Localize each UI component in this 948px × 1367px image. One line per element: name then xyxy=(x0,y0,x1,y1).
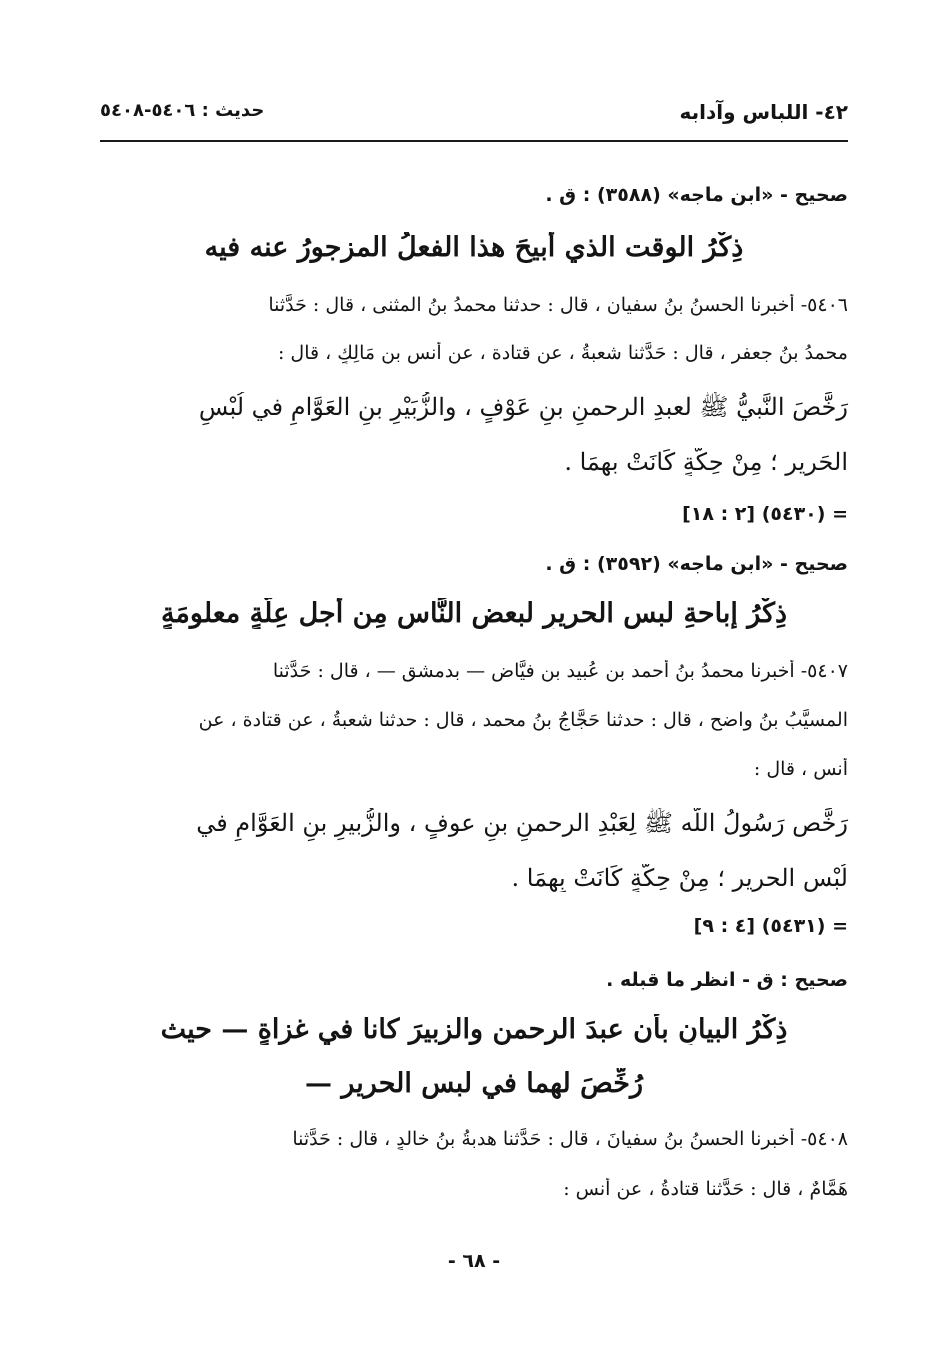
section-heading: رُخِّصَ لهما في لبسِ الحرير — xyxy=(305,1068,643,1099)
page-number: - ٦٨ - xyxy=(447,1250,501,1272)
isnad-line: ٥٤٠٧- أخبرنا محمدُ بنُ أحمد بنِ عُبيد بنِ فيَّاض — بدمشق — ، قال : حَدَّثنا xyxy=(272,660,848,682)
hadith-range: حديث : ٥٤٠٦-٥٤٠٨ xyxy=(100,100,265,121)
section-heading: ذِكْرُ البيانِ بأن عبدَ الرحمن والزبيرَ كانا في غزاةٍ — حيث xyxy=(160,1014,788,1045)
section-heading: ذِكْرُ إباحةِ لبس الحريرِ لبعضِ النَّاس مِن أجل عِلَّةٍ معلومَةٍ xyxy=(160,598,788,629)
section-heading: ذِكْرُ الوقت الذي أُبيحَ هذا الفعلُ المزجورُ عنه فيه xyxy=(204,232,744,263)
matn-line: رَخَّصَ النَّبيُّ ﷺ لعبدِ الرحمنِ بنِ عَوْفٍ ، والزُّبَيْرِ بنِ العَوَّامِ في لُبْسِ xyxy=(198,393,848,421)
matn-line: الحَريرِ ؛ مِنْ حِكَّةٍ كَانَتْ بهمَا . xyxy=(564,448,848,476)
matn-line: رَخَّص رَسُولُ اللّه ﷺ لِعَبْدِ الرحمنِ بنِ عوفٍ ، والزُّبيرِ بنِ العَوَّامِ في xyxy=(196,809,848,837)
grade-note: صحيح : ق - انظر ما قبله . xyxy=(606,969,848,991)
chapter-title: ٤٢- اللباس وآدابه xyxy=(679,100,848,124)
matn-line: لُبْسِ الحرير ؛ مِنْ حِكَّةٍ كَانَتْ بِهِمَا . xyxy=(511,864,848,892)
isnad-line: ٥٤٠٦- أخبرنا الحسنُ بنُ سفيان ، قال : حدثنا محمدُ بنُ المثنى ، قال : حَدَّثنا xyxy=(268,294,848,316)
grade-note: صحيح - «ابن ماجه» (٣٥٩٢) : ق . xyxy=(545,553,848,575)
cross-reference: = (٥٤٣٠) [٢ : ١٨] xyxy=(682,503,848,525)
isnad-line: المسيَّبُ بنُ واضحٍ ، قال : حدثنا حَجَّاجُ بنُ محمد ، قال : حدثنا شعبةُ ، عن قتادة ، عن xyxy=(198,709,848,731)
isnad-line: محمدُ بنُ جعفر ، قال : حَدَّثنا شعبةُ ، عن قتادة ، عن أنس بن مَالِكٍ ، قال : xyxy=(277,342,848,364)
isnad-line: هَمَّامٌ ، قال : حَدَّثنا قتادةُ ، عن أنس : xyxy=(563,1178,848,1200)
grade-note: صحيح - «ابن ماجه» (٣٥٨٨) : ق . xyxy=(545,184,848,206)
cross-reference: = (٥٤٣١) [٤ : ٩] xyxy=(693,915,848,937)
isnad-line: ٥٤٠٨- أخبرنا الحسنُ بنُ سفيانَ ، قال : حَدَّثنا هدبةُ بنُ خالدٍ ، قال : حَدَّثنا xyxy=(292,1128,848,1150)
running-header xyxy=(100,96,848,142)
isnad-line: أنسٍ ، قال : xyxy=(753,758,848,780)
